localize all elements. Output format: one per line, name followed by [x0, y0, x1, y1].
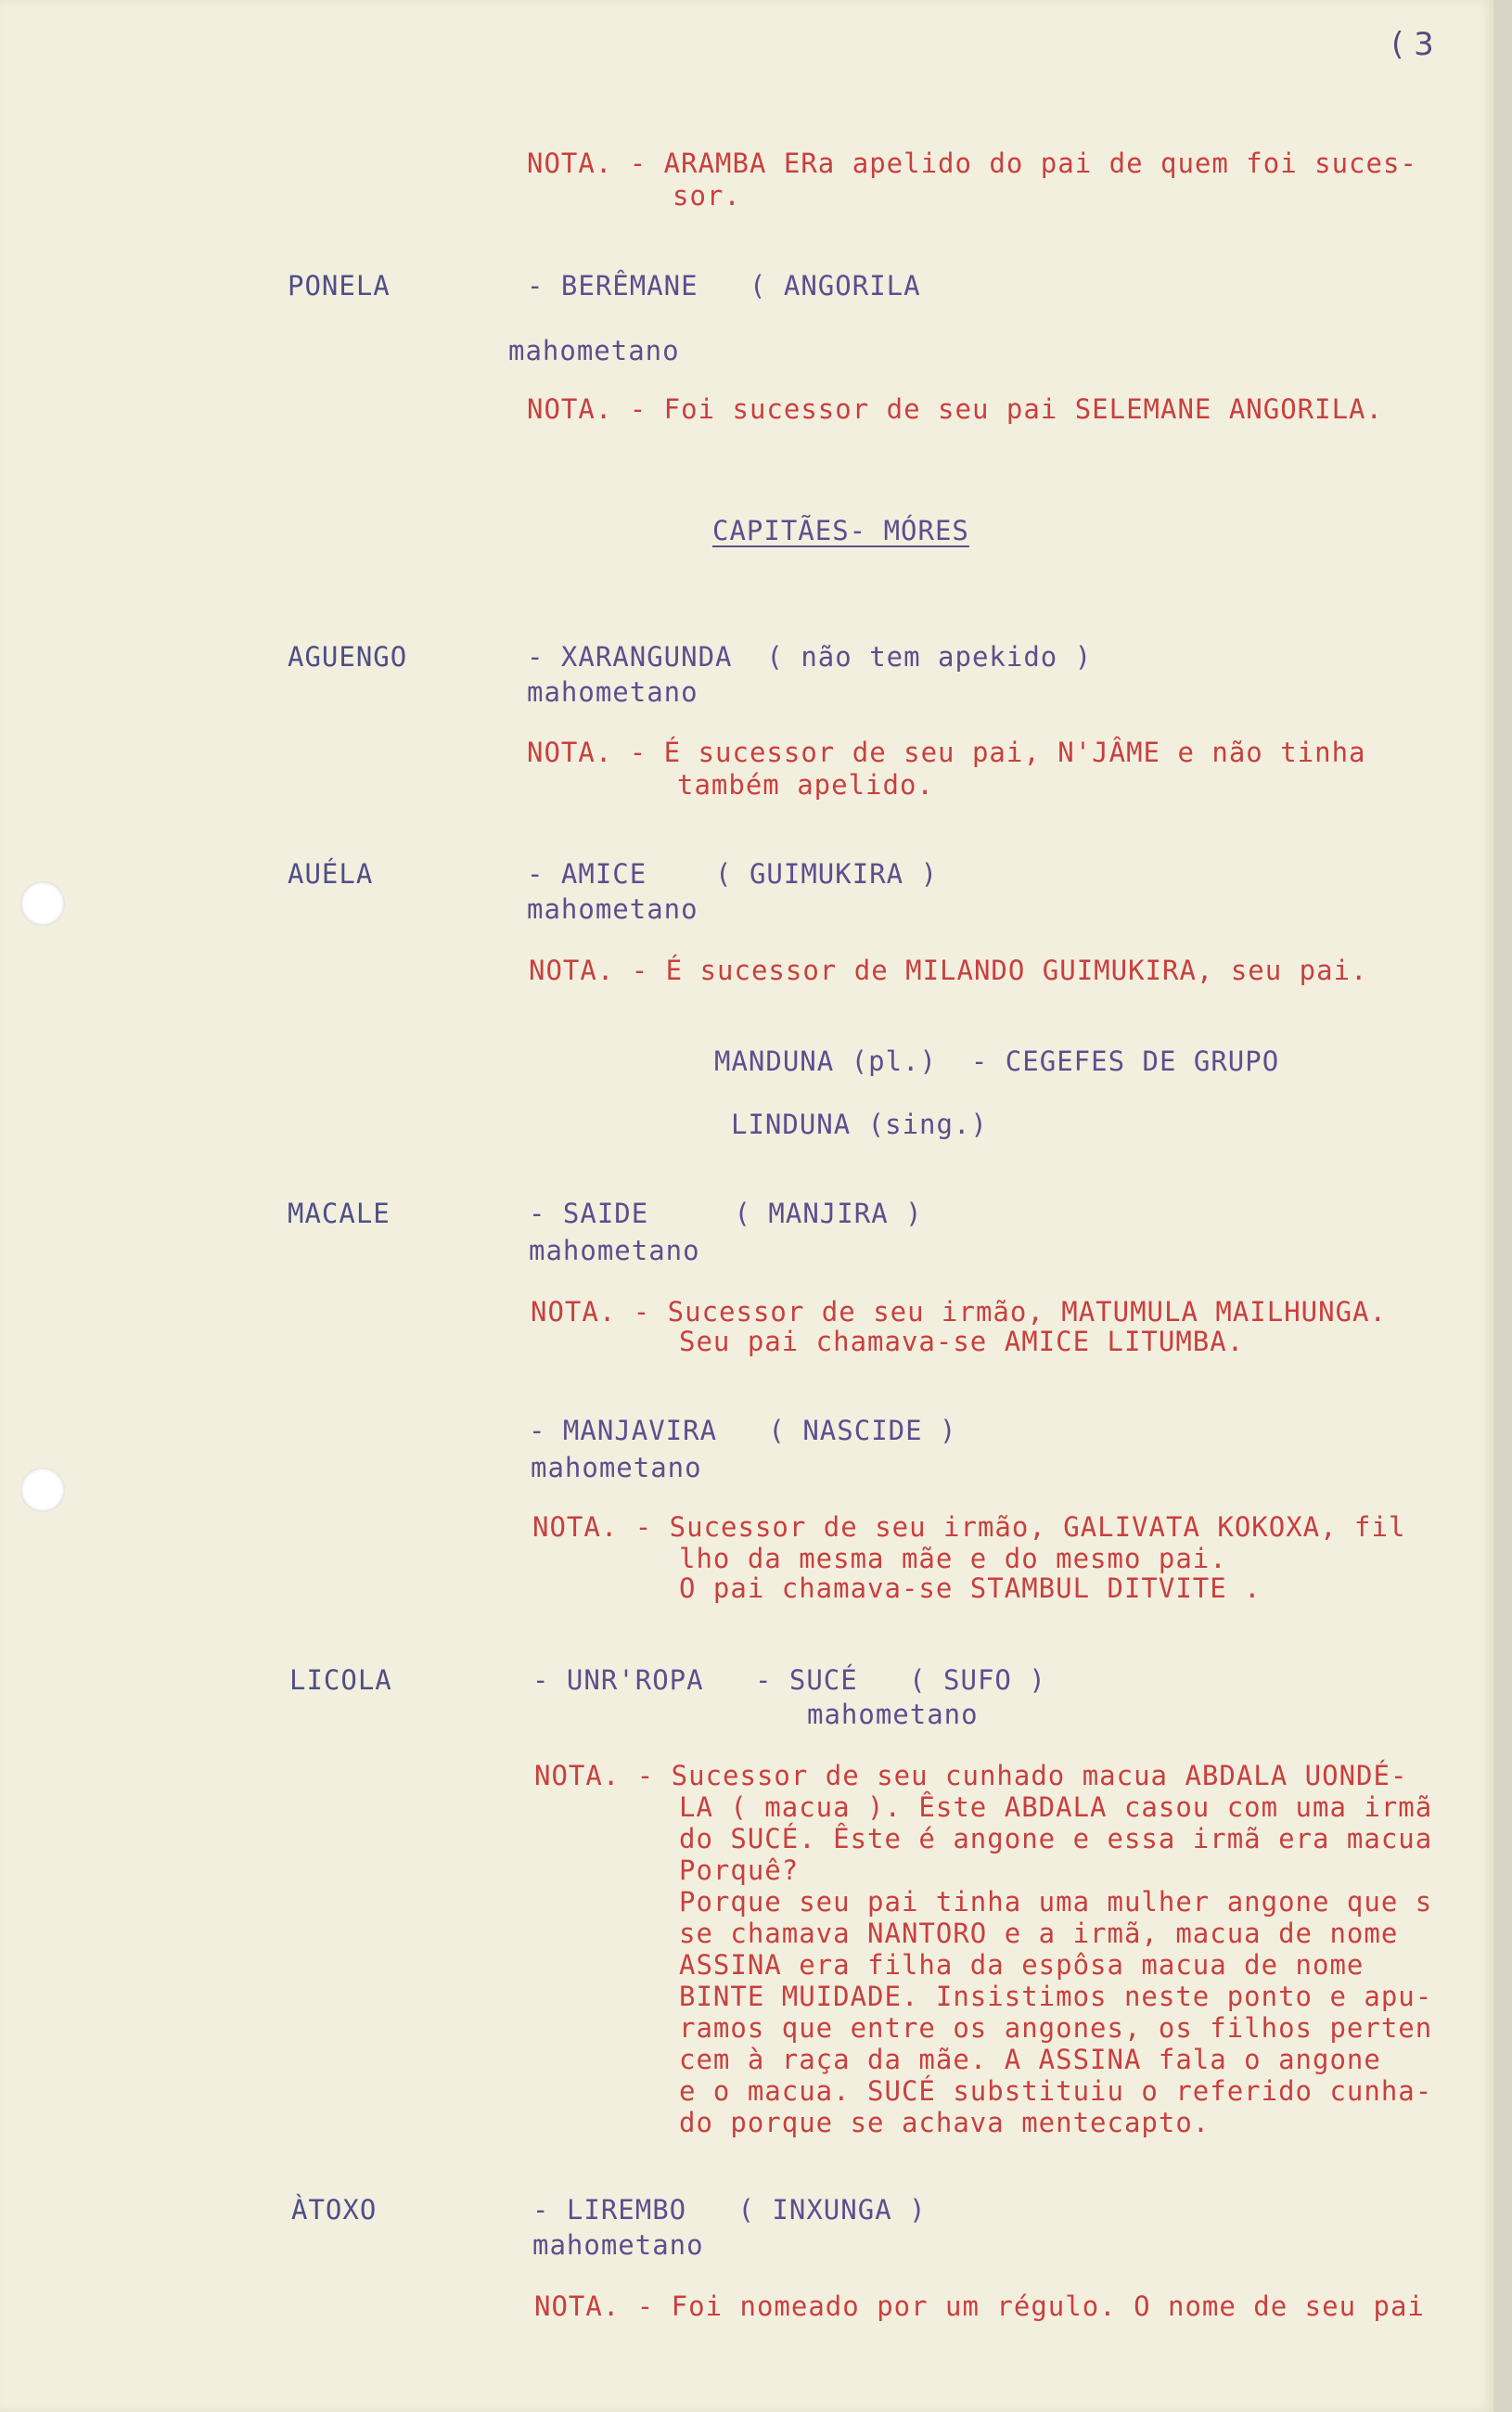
note-line: NOTA. - Foi nomeado por um régulo. O nome de seu pai [534, 2290, 1425, 2322]
chief-name: - SAIDE ( MANJIRA ) [529, 1198, 923, 1229]
place-name: PONELA [288, 270, 391, 302]
note-line: cem à raça da mãe. A ASSINA fala o angone [679, 2044, 1381, 2075]
note-line: NOTA. - Foi sucessor de seu pai SELEMANE ANGORILA. [527, 393, 1383, 425]
note-line: do porque se achava mentecapto. [679, 2107, 1211, 2138]
page-number: ( 3 [1391, 26, 1434, 63]
note-line: NOTA. - Sucessor de seu irmão, GALIVATA KOKOXA, fil [532, 1511, 1406, 1543]
note-line: sor. [673, 180, 741, 212]
section-title: CAPITÃES- MÓRES [712, 515, 969, 546]
note-line: NOTA. - É sucessor de seu pai, N'JÂME e não tinha [527, 737, 1366, 768]
note-line: NOTA. - É sucessor de MILANDO GUIMUKIRA, seu pai. [529, 955, 1368, 986]
religion: mahometano [508, 335, 680, 366]
place-name: MACALE [288, 1198, 391, 1229]
note-line: lho da mesma mãe e do mesmo pai. [679, 1543, 1227, 1574]
note-line: também apelido. [677, 769, 934, 801]
note-line: ramos que entre os angones, os filhos perten [679, 2012, 1433, 2044]
note-line: se chamava NANTORO e a irmã, macua de nome [679, 1918, 1399, 1949]
note-line: ASSINA era filha da espôsa macua de nome [679, 1949, 1365, 1981]
chief-name: - BERÊMANE ( ANGORILA [527, 270, 921, 302]
note-line: Seu pai chamava-se AMICE LITUMBA. [679, 1326, 1245, 1357]
note-line: Porque seu pai tinha uma mulher angone que s [679, 1886, 1433, 1918]
note-line: NOTA. - Sucessor de seu irmão, MATUMULA MAILHUNGA. [531, 1296, 1387, 1328]
page-edge [1493, 0, 1512, 2412]
note-line: LA ( macua ). Êste ABDALA casou com uma irmã [679, 1791, 1433, 1823]
place-name: LICOLA [289, 1664, 392, 1696]
religion: mahometano [531, 1452, 702, 1483]
punch-hole [20, 881, 65, 926]
note-line: e o macua. SUCÉ substituiu o referido cunha- [679, 2075, 1433, 2107]
religion: mahometano [527, 893, 698, 925]
group-heading: LINDUNA (sing.) [731, 1109, 988, 1140]
religion: mahometano [807, 1699, 979, 1730]
note-line: NOTA. - Sucessor de seu cunhado macua ABDALA UONDÉ- [534, 1760, 1408, 1791]
chief-name: - UNR'ROPA - SUCÉ ( SUFO ) [532, 1664, 1046, 1696]
place-name: AUÉLA [288, 858, 374, 890]
chief-name: - MANJAVIRA ( NASCIDE ) [529, 1415, 957, 1446]
punch-hole [20, 1468, 65, 1512]
chief-name: - AMICE ( GUIMUKIRA ) [527, 858, 939, 890]
chief-name: - XARANGUNDA ( não tem apekido ) [527, 641, 1093, 673]
note-line: do SUCÉ. Êste é angone e essa irmã era macua [679, 1823, 1433, 1854]
place-name: AGUENGO [288, 641, 408, 673]
note-line: O pai chamava-se STAMBUL DITVITE . [679, 1572, 1262, 1604]
religion: mahometano [529, 1235, 700, 1266]
religion: mahometano [532, 2229, 704, 2261]
note-line: Porquê? [679, 1854, 800, 1886]
note-line: NOTA. - ARAMBA ERa apelido do pai de quem foi suces- [527, 148, 1417, 179]
note-line: BINTE MUIDADE. Insistimos neste ponto e apu- [679, 1981, 1433, 2012]
place-name: ÀTOXO [291, 2194, 378, 2226]
chief-name: - LIREMBO ( INXUNGA ) [532, 2194, 927, 2226]
group-heading: MANDUNA (pl.) - CEGEFES DE GRUPO [714, 1046, 1280, 1077]
religion: mahometano [527, 676, 698, 708]
